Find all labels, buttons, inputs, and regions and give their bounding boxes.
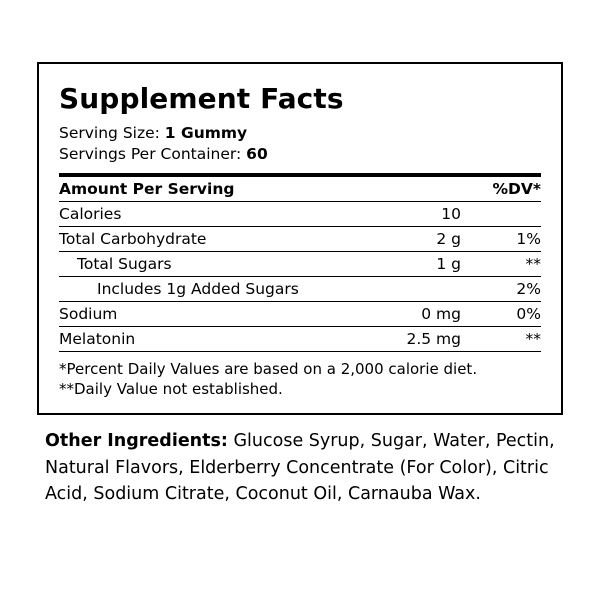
row-dv: **	[487, 251, 541, 276]
servings-per-container-label: Servings Per Container:	[59, 145, 242, 164]
table-header-row	[59, 175, 541, 202]
row-amount: 2 g	[379, 226, 487, 251]
row-dv: 1%	[487, 226, 541, 251]
servings-per-container-line	[59, 144, 541, 165]
footnote-daily-values: *Percent Daily Values are based on a 2,000 calorie diet.	[59, 359, 478, 378]
row-dv: 2%	[487, 276, 541, 301]
row-name: Total Carbohydrate	[59, 226, 379, 251]
header-amount-spacer	[379, 175, 487, 202]
table-row	[59, 326, 541, 351]
other-ingredients-section	[45, 428, 560, 508]
table-row	[59, 301, 541, 326]
row-name: Calories	[59, 201, 379, 226]
row-amount: 2.5 mg	[379, 326, 487, 351]
row-amount: 0 mg	[379, 301, 487, 326]
table-row	[59, 201, 541, 226]
table-row	[59, 251, 541, 276]
serving-size-line	[59, 123, 541, 144]
header-amount-per-serving: Amount Per Serving	[59, 175, 379, 202]
row-name: Melatonin	[59, 326, 379, 351]
row-name: Sodium	[59, 301, 379, 326]
row-name: Includes 1g Added Sugars	[59, 276, 379, 301]
row-dv	[487, 201, 541, 226]
row-amount	[379, 276, 487, 301]
serving-size-value: 1 Gummy	[164, 123, 248, 142]
footnotes	[59, 351, 541, 400]
serving-size-label: Serving Size:	[59, 123, 160, 142]
row-name: Total Sugars	[59, 251, 379, 276]
header-dv: %DV*	[487, 175, 541, 202]
row-amount: 10	[379, 201, 487, 226]
table-row	[59, 226, 541, 251]
page-title: Supplement Facts	[59, 82, 344, 115]
servings-per-container-value: 60	[246, 145, 268, 164]
other-ingredients-text: Glucose Syrup, Sugar, Water, Pectin, Natural Flavors, Elderberry Concentrate (For Color), Citric Acid, Sodium Citrate, Coconut Oil, Carnauba Wax.	[45, 431, 555, 505]
row-dv: 0%	[487, 301, 541, 326]
nutrition-table	[59, 173, 541, 351]
row-dv: **	[487, 326, 541, 351]
footnote-dv-not-established: **Daily Value not established.	[59, 379, 283, 398]
table-row	[59, 276, 541, 301]
supplement-facts-panel	[37, 62, 563, 415]
row-amount: 1 g	[379, 251, 487, 276]
other-ingredients-label: Other Ingredients:	[45, 431, 228, 451]
